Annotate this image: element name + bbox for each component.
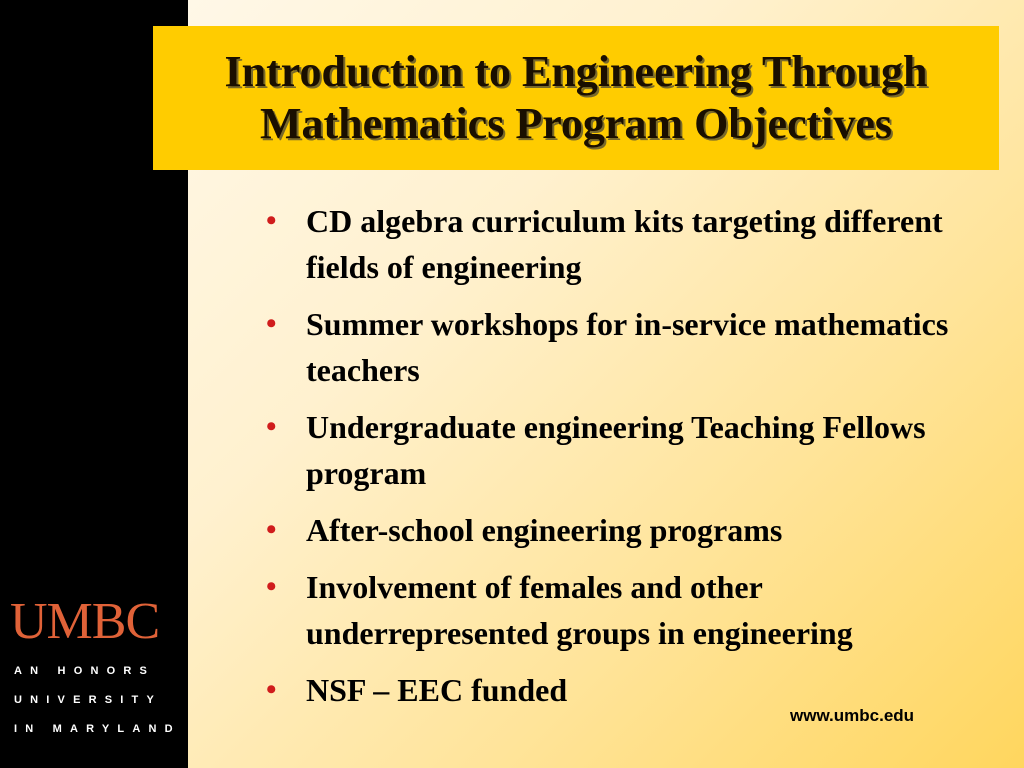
bullet-text: Summer workshops for in-service mathematics teachers [306, 306, 949, 388]
logo-line-3: IN MARYLAND [14, 723, 181, 735]
logo-wordmark: UMBC [10, 593, 160, 650]
bullet-text: CD algebra curriculum kits targeting different fields of engineering [306, 203, 943, 285]
logo-line-2: UNIVERSITY [14, 694, 163, 706]
bullet-list [266, 198, 1006, 724]
list-item [266, 507, 1006, 553]
umbc-logo [10, 593, 181, 735]
list-item [266, 198, 1006, 290]
bullet-icon: • [266, 410, 277, 443]
bullet-icon: • [266, 204, 277, 237]
title-box [153, 26, 999, 170]
logo-line-1: AN HONORS [14, 665, 156, 677]
list-item [266, 301, 1006, 393]
slide-title: Introduction to Engineering Through Mathematics Program Objectives [224, 47, 928, 148]
bullet-text: After-school engineering programs [306, 512, 783, 548]
bullet-icon: • [266, 513, 277, 546]
bullet-icon: • [266, 307, 277, 340]
bullet-text: NSF – EEC funded [306, 672, 568, 708]
footer-url: www.umbc.edu [790, 706, 915, 725]
bullet-icon: • [266, 570, 277, 603]
list-item [266, 404, 1006, 496]
bullet-icon: • [266, 673, 277, 706]
bullet-text: Undergraduate engineering Teaching Fellows program [306, 409, 926, 491]
list-item [266, 564, 1006, 656]
bullet-text: Involvement of females and other underrepresented groups in engineering [306, 569, 853, 651]
